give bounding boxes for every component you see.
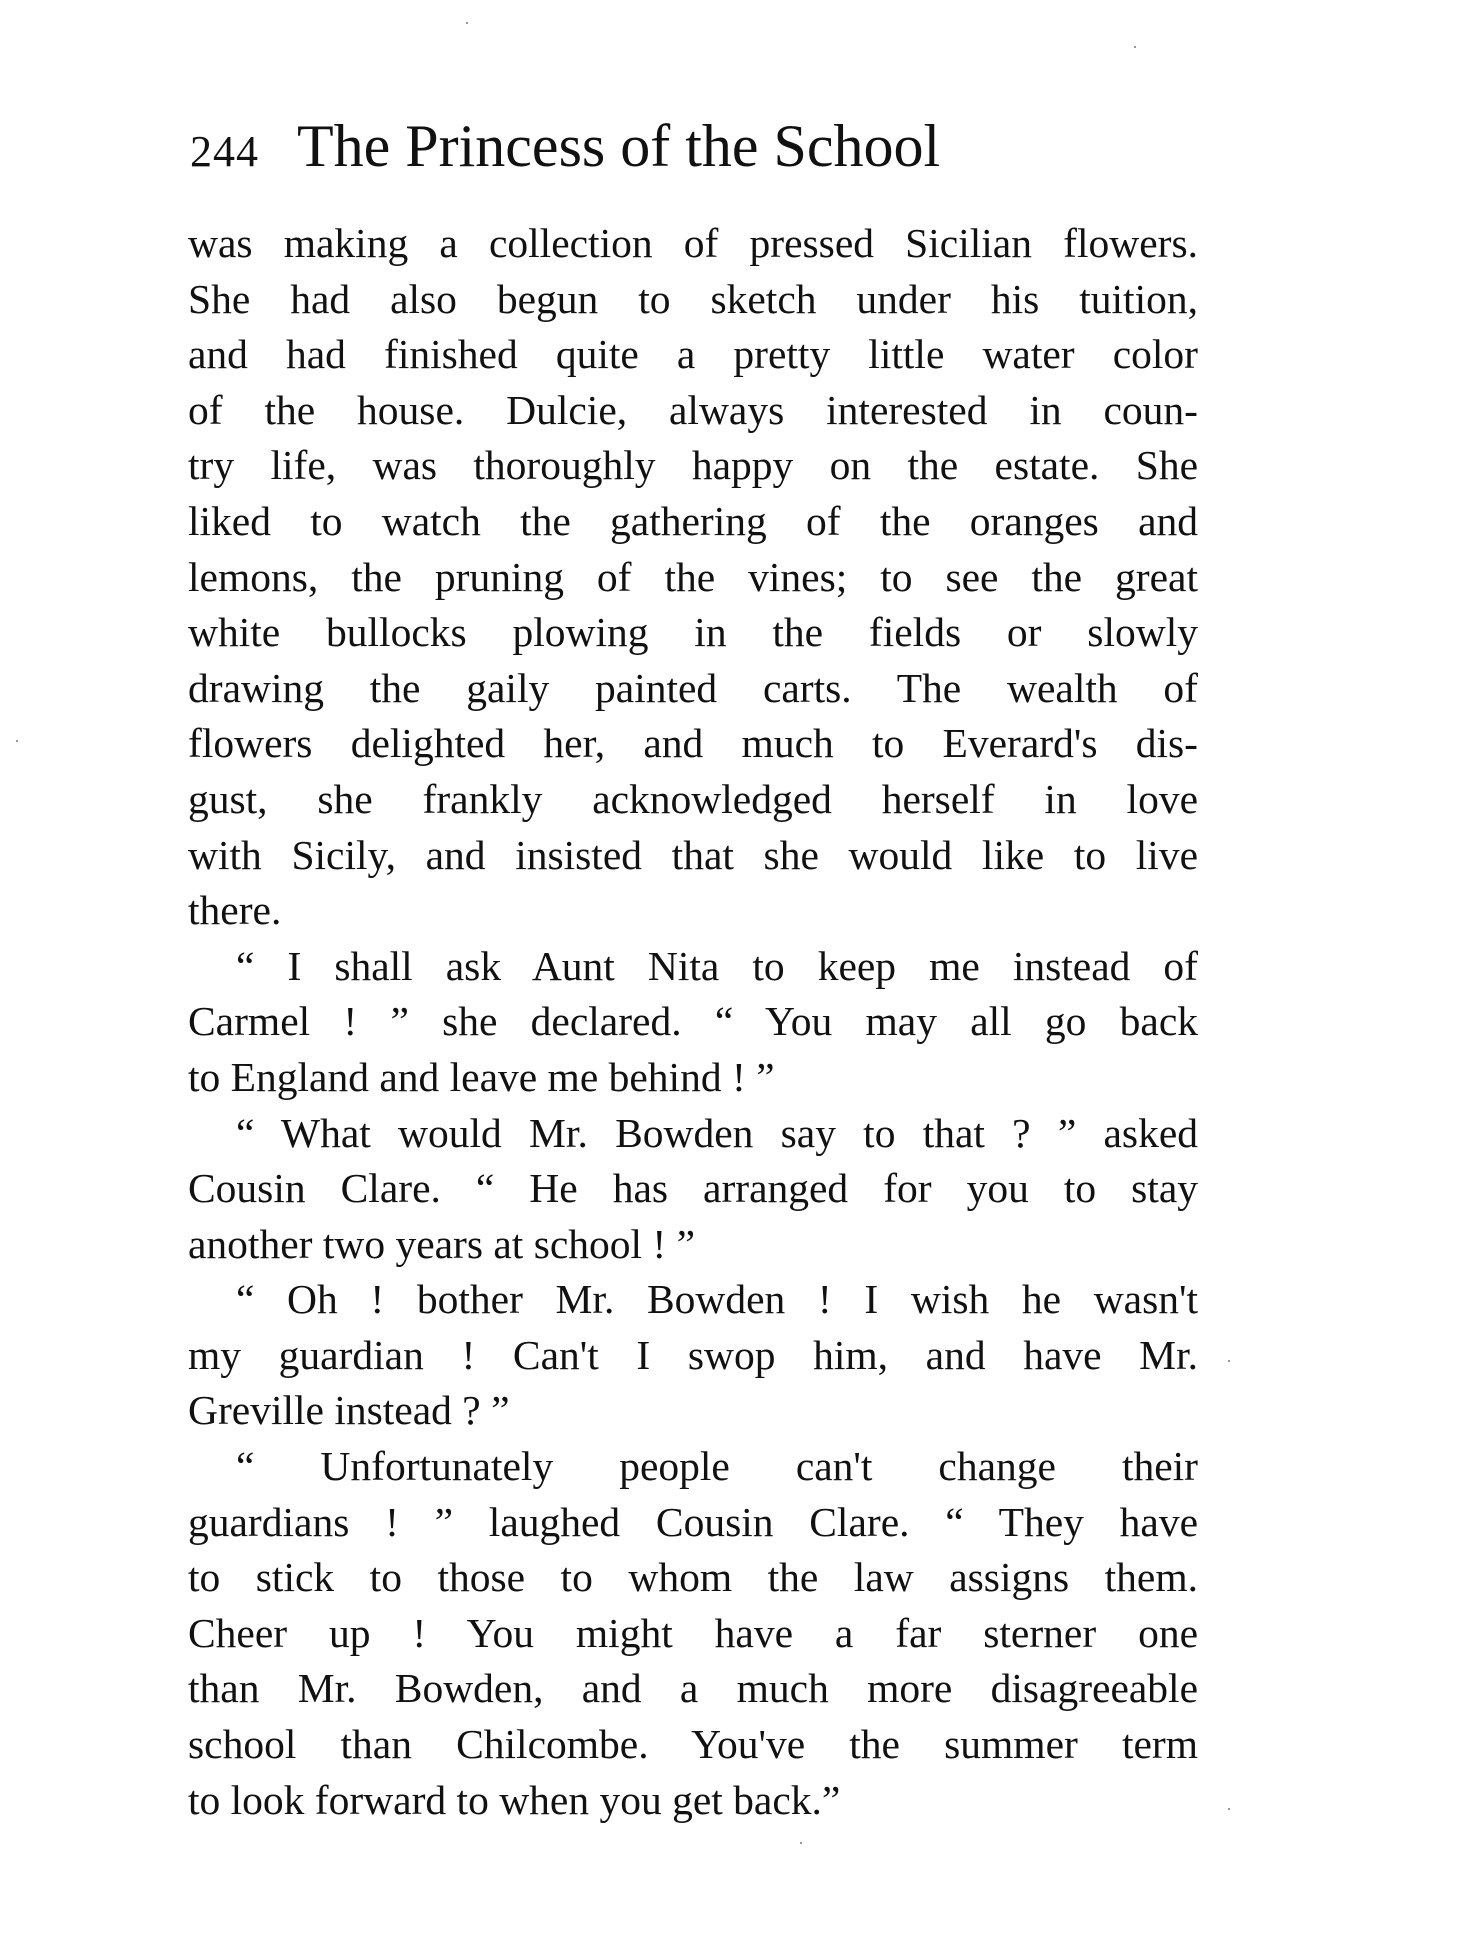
text-line: “ What would Mr. Bowden say to that ? ” asked — [236, 1109, 1198, 1156]
book-title: The Princess of the School — [297, 113, 941, 179]
scan-speck — [1228, 1808, 1230, 1810]
text-line: school than Chilcombe. You've the summer term — [188, 1721, 1198, 1768]
text-line: flowers delighted her, and much to Everard's dis- — [188, 720, 1198, 767]
scan-speck — [1228, 1360, 1230, 1362]
text-line: than Mr. Bowden, and a much more disagreeable — [188, 1665, 1198, 1712]
text-line: and had finished quite a pretty little water color — [188, 331, 1198, 378]
text-line: there. — [188, 887, 282, 934]
scan-speck — [800, 1842, 802, 1844]
text-line: Cousin Clare. “ He has arranged for you to stay — [188, 1165, 1198, 1212]
body-text — [188, 216, 1198, 1828]
text-line: my guardian ! Can't I swop him, and have Mr. — [188, 1331, 1198, 1378]
text-line: “ I shall ask Aunt Nita to keep me instead of — [236, 942, 1198, 989]
text-line: try life, was thoroughly happy on the estate. She — [188, 442, 1198, 489]
text-line: Cheer up ! You might have a far sterner one — [188, 1609, 1198, 1656]
text-line: Carmel ! ” she declared. “ You may all go back — [188, 998, 1198, 1045]
scan-speck — [16, 740, 18, 742]
text-line: She had also begun to sketch under his tuition, — [188, 275, 1198, 322]
text-line: another two years at school ! ” — [188, 1220, 696, 1267]
text-line: to stick to those to whom the law assigns them. — [188, 1554, 1198, 1601]
text-line: to look forward to when you get back.” — [188, 1776, 841, 1823]
text-line: of the house. Dulcie, always interested in coun- — [188, 386, 1198, 433]
text-line: lemons, the pruning of the vines; to see the great — [188, 553, 1198, 600]
text-line: with Sicily, and insisted that she would like to live — [188, 831, 1198, 878]
text-line: drawing the gaily painted carts. The wealth of — [188, 664, 1198, 711]
text-line: liked to watch the gathering of the oranges and — [188, 497, 1198, 544]
text-line: white bullocks plowing in the fields or slowly — [188, 609, 1198, 656]
text-line: “ Unfortunately people can't change their — [236, 1443, 1198, 1490]
scan-speck — [1134, 46, 1136, 48]
page-number: 244 — [190, 127, 259, 176]
text-line: to England and leave me behind ! ” — [188, 1053, 775, 1100]
text-line: guardians ! ” laughed Cousin Clare. “ They have — [188, 1498, 1198, 1545]
scan-speck — [466, 22, 468, 24]
text-line: gust, she frankly acknowledged herself in love — [188, 775, 1198, 822]
text-line: “ Oh ! bother Mr. Bowden ! I wish he wasn't — [236, 1276, 1198, 1323]
text-line: Greville instead ? ” — [188, 1387, 510, 1434]
running-head — [190, 112, 1200, 182]
text-line: was making a collection of pressed Sicilian flowers. — [188, 220, 1198, 266]
